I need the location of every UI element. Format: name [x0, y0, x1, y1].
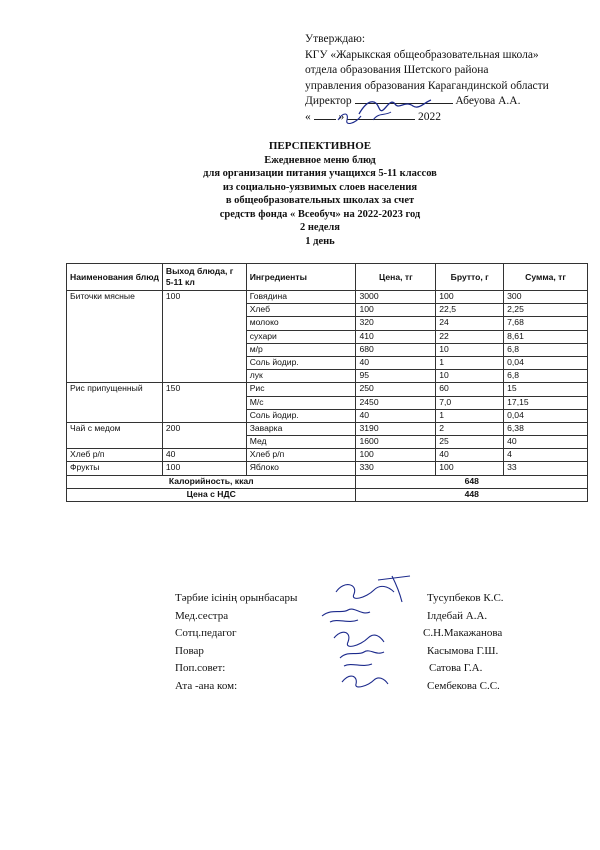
cell-sum: 15: [504, 383, 588, 396]
cell-gross: 22: [436, 330, 504, 343]
table-row: [67, 291, 588, 304]
cell-price: 100: [356, 304, 436, 317]
staff-role: Тәрбие ісінің орынбасары: [175, 592, 298, 604]
cell-price: 2450: [356, 396, 436, 409]
heading-week: 2 неделя: [300, 222, 340, 233]
cell-portion: 100: [162, 291, 246, 383]
calories-label: Калорийность, ккал: [67, 475, 356, 488]
cell-price: 410: [356, 330, 436, 343]
cell-gross: 1: [436, 409, 504, 422]
cell-price: 3190: [356, 422, 436, 435]
price-value: 448: [356, 488, 588, 501]
cell-dish: Чай с медом: [67, 422, 163, 448]
approval-label: Утверждаю:: [305, 33, 366, 45]
cell-gross: 25: [436, 436, 504, 449]
cell-sum: 0,04: [504, 409, 588, 422]
cell-sum: 6,8: [504, 343, 588, 356]
heading-line-4: в общеобразовательных школах за счет: [225, 195, 415, 206]
cell-sum: 7,68: [504, 317, 588, 330]
cell-price: 250: [356, 383, 436, 396]
table-row: [67, 422, 588, 435]
table-body: [67, 291, 588, 476]
staff-role: Повар: [175, 644, 204, 657]
cell-portion: 40: [162, 449, 246, 462]
cell-gross: 60: [436, 383, 504, 396]
cell-ingredient: Заварка: [246, 422, 356, 435]
heading-day: 1 день: [305, 235, 335, 247]
table-row: [67, 383, 588, 396]
date-handwriting-icon: [335, 108, 365, 128]
document-heading: [150, 140, 490, 248]
cell-gross: 10: [436, 370, 504, 383]
director-signature-icon: [355, 90, 435, 128]
staff-role: Сотц.педагог: [175, 627, 237, 639]
cell-gross: 22,5: [436, 304, 504, 317]
school-name: КГУ «Жарыкская общеобразовательная школа»: [305, 48, 539, 61]
cell-sum: 8,61: [504, 330, 588, 343]
cell-gross: 2: [436, 422, 504, 435]
price-label: Цена с НДС: [67, 488, 356, 501]
staff-name: Сатова Г.А.: [429, 662, 483, 674]
cell-dish: Фрукты: [67, 462, 163, 475]
cell-ingredient: Мед: [246, 436, 356, 449]
cell-price: 40: [356, 356, 436, 369]
cell-price: 95: [356, 370, 436, 383]
heading-line-1: Ежедневное меню блюд: [264, 154, 376, 166]
staff-role: Мед.сестра: [175, 609, 229, 622]
cell-sum: 4: [504, 449, 588, 462]
cell-sum: 40: [504, 436, 588, 449]
staff-name: Ілдебай А.А.: [427, 609, 488, 622]
cell-ingredient: сухари: [246, 330, 356, 343]
cell-ingredient: Хлеб: [246, 304, 356, 317]
cell-price: 3000: [356, 291, 436, 304]
cell-sum: 33: [504, 462, 588, 475]
heading-line-5: средств фонда « Всеобуч» на 2022-2023 год: [219, 208, 421, 220]
header-sum: Сумма, тг: [504, 264, 588, 291]
cell-price: 1600: [356, 436, 436, 449]
cell-ingredient: молоко: [246, 317, 356, 330]
cell-price: 330: [356, 462, 436, 475]
cell-ingredient: Соль йодир.: [246, 356, 356, 369]
administration-name: управления образования Карагандинской области: [305, 79, 549, 92]
cell-portion: 200: [162, 422, 246, 448]
table-header-row: [67, 264, 588, 291]
cell-gross: 40: [436, 449, 504, 462]
cell-price: 100: [356, 449, 436, 462]
header-ingredients: Ингредиенты: [246, 264, 356, 291]
header-gross: Брутто, г: [436, 264, 504, 291]
header-price: Цена, тг: [356, 264, 436, 291]
cell-price: 40: [356, 409, 436, 422]
heading-line-3: из социально-уязвимых слоев населения: [222, 181, 418, 193]
cell-ingredient: М/с: [246, 396, 356, 409]
director-label: Директор: [305, 95, 352, 107]
department-name: отдела образования Шетского района: [305, 64, 489, 76]
table-row: [67, 449, 588, 462]
cell-sum: 6,38: [504, 422, 588, 435]
cell-gross: 7,0: [436, 396, 504, 409]
cell-portion: 150: [162, 383, 246, 423]
cell-dish: Биточки мясные: [67, 291, 163, 383]
document-title: ПЕРСПЕКТИВНОЕ: [268, 140, 372, 152]
cell-dish: Рис припущенный: [67, 383, 163, 423]
cell-price: 680: [356, 343, 436, 356]
cell-dish: Хлеб р/п: [67, 449, 163, 462]
cell-sum: 300: [504, 291, 588, 304]
date-day-line: [314, 119, 336, 120]
calories-row: [67, 475, 588, 488]
cell-gross: 100: [436, 462, 504, 475]
cell-gross: 100: [436, 291, 504, 304]
staff-signatures-handwriting-icon: [318, 572, 428, 692]
date-close-quote: »: [338, 110, 345, 123]
staff-role: Поп.совет:: [175, 662, 226, 674]
cell-sum: 6,8: [504, 370, 588, 383]
cell-sum: 0,04: [504, 356, 588, 369]
price-row: [67, 488, 588, 501]
cell-ingredient: лук: [246, 370, 356, 383]
calories-value: 648: [356, 475, 588, 488]
staff-name: Тусупбеков К.С.: [427, 592, 504, 604]
staff-name: Касымова Г.Ш.: [427, 644, 499, 657]
cell-gross: 10: [436, 343, 504, 356]
cell-ingredient: Рис: [246, 383, 356, 396]
header-dish-name: Наименования блюд: [67, 264, 163, 291]
cell-ingredient: Соль йодир.: [246, 409, 356, 422]
staff-name: С.Н.Макажанова: [423, 627, 503, 639]
cell-gross: 1: [436, 356, 504, 369]
table-row: [67, 462, 588, 475]
director-name: Абеуова А.А.: [455, 95, 521, 107]
cell-portion: 100: [162, 462, 246, 475]
date-year: 2022: [418, 110, 441, 123]
cell-ingredient: Говядина: [246, 291, 356, 304]
cell-ingredient: Хлеб р/п: [246, 449, 356, 462]
cell-sum: 2,25: [504, 304, 588, 317]
cell-ingredient: м/р: [246, 343, 356, 356]
staff-name: Сембекова С.С.: [427, 679, 500, 692]
heading-line-2: для организации питания учащихся 5-11 классов: [203, 168, 437, 179]
cell-sum: 17,15: [504, 396, 588, 409]
header-portion: Выход блюда, г 5-11 кл: [162, 264, 246, 291]
date-open-quote: «: [305, 110, 311, 123]
cell-gross: 24: [436, 317, 504, 330]
cell-price: 320: [356, 317, 436, 330]
cell-ingredient: Яблоко: [246, 462, 356, 475]
menu-table: [66, 263, 588, 502]
staff-role: Ата -ана ком:: [175, 679, 238, 692]
